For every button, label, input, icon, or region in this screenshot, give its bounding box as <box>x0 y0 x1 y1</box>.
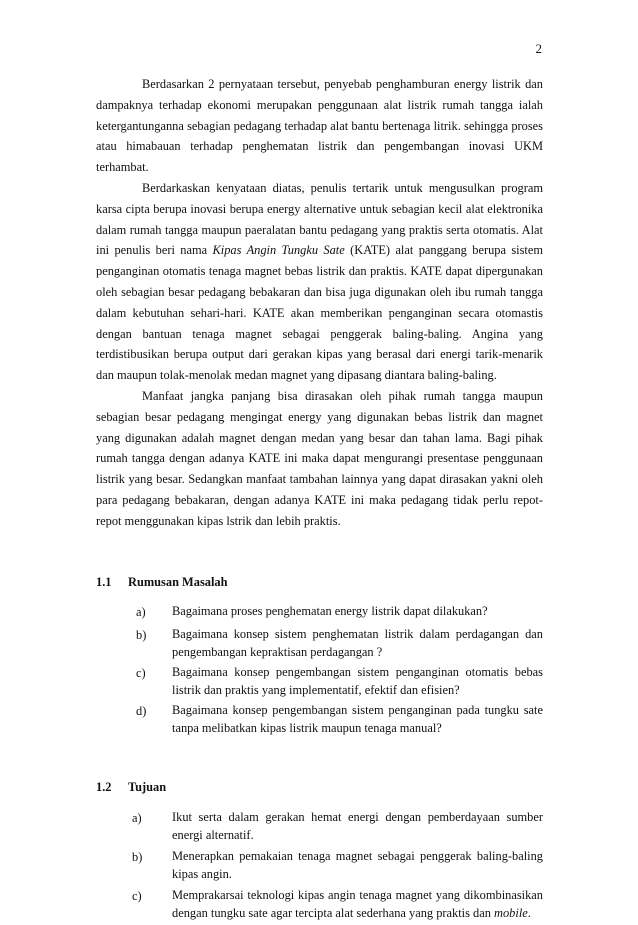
page-number: 2 <box>535 41 542 56</box>
list-item: d) Bagaimana konsep pengembangan sistem penganginan pada tungku sate tanpa melibatkan kipas listrik maupun tenaga manual? <box>136 703 543 736</box>
section-number: 1.1 <box>96 574 112 589</box>
list-item: a) Bagaimana proses penghematan energy listrik dapat dilakukan? <box>136 604 488 620</box>
section-title: Rumusan Masalah <box>128 574 228 589</box>
list-item: b) Bagaimana konsep sistem penghematan listrik dalam perdagangan dan pengembangan kepraktisan perdagangan ? <box>136 627 543 660</box>
problem-list <box>96 602 543 737</box>
paragraph-1: Berdasarkan 2 pernyataan tersebut, penyebab penghamburan energy listrik dan dampaknya terhadap ekonomi merupakan penggunaan alat listrik rumah tangga ialah ketergantunganna sebagian pedagang terhadap alat bantu bertenaga litrik. sehingga proses atau himabauan terhadap penghematan listrik dan pengembangan inovasi UKM terhambat. <box>96 77 543 175</box>
list-item: b) Menerapkan pemakaian tenaga magnet sebagai penggerak baling-baling kipas angin. <box>132 848 543 881</box>
section-number: 1.2 <box>96 780 112 795</box>
goals-list <box>96 808 543 922</box>
list-item: c) Memprakarsai teknologi kipas angin tenaga magnet yang dikombinasikan dengan tungku sate agar tercipta alat sederhana yang praktis dan mobile. <box>132 887 543 920</box>
paragraph-3: Manfaat jangka panjang bisa dirasakan oleh pihak rumah tangga maupun sebagian besar pedagang mengingat energy yang digunakan bebas listrik dan magnet yang digunakan adalah magnet dengan medan yang besar dan tahan lama. Bagi pihak rumah tangga dengan adanya KATE ini maka dapat mengurangi presentase penggunaan listrik yang besar. Sedangkan manfaat tambahan lainnya yang dapat dirasakan yakni oleh para pedagang bebakaran, dengan adanya KATE ini maka pedagang tidak perlu repot-repot menggunakan kipas lstrik dan lebih praktis. <box>96 388 543 528</box>
document-body <box>96 74 543 925</box>
list-item: a) Ikut serta dalam gerakan hemat energi dengan pemberdayaan sumber energi alternatif. <box>132 809 543 842</box>
device-name: Kipas Angin Tungku Sate <box>212 243 345 258</box>
section-title: Tujuan <box>128 780 167 795</box>
section-heading-tujuan <box>96 777 543 798</box>
section-heading-rumusan-masalah <box>96 572 543 593</box>
paragraph-2: Berdarkaskan kenyataan diatas, penulis tertarik untuk mengusulkan program karsa cipta berupa inovasi berupa energy alternative untuk sebagian kecil alat elektronika dalam rumah tangga maupun paeralatan bantu pedagang yang praktis serta otomatis. Alat ini penulis beri nama Kipas Angin Tungku Sate (KATE) alat panggang berupa sistem penganginan otomatis tenaga magnet bebas listrik dan praktis. KATE dapat dipergunakan oleh sebagian besar pedagang bebakaran dan bisa juga digunakan oleh ibu rumah tangga dalam kebutuhan sehari-hari. KATE akan memberikan penganginan secara otomastis dengan bantuan tenaga magnet sebagai penggerak baling-baling. Angina yang terdistibusikan berupa output dari gerakan kipas yang berasal dari energi tarik-menarik dan maupun tolak-menolak medan magnet yang dipasang diantara baling-baling. <box>96 180 544 383</box>
list-item: c) Bagaimana konsep pengembangan sistem penganginan otomatis bebas listrik dan praktis yang implementatif, efektif dan efisien? <box>136 665 543 698</box>
